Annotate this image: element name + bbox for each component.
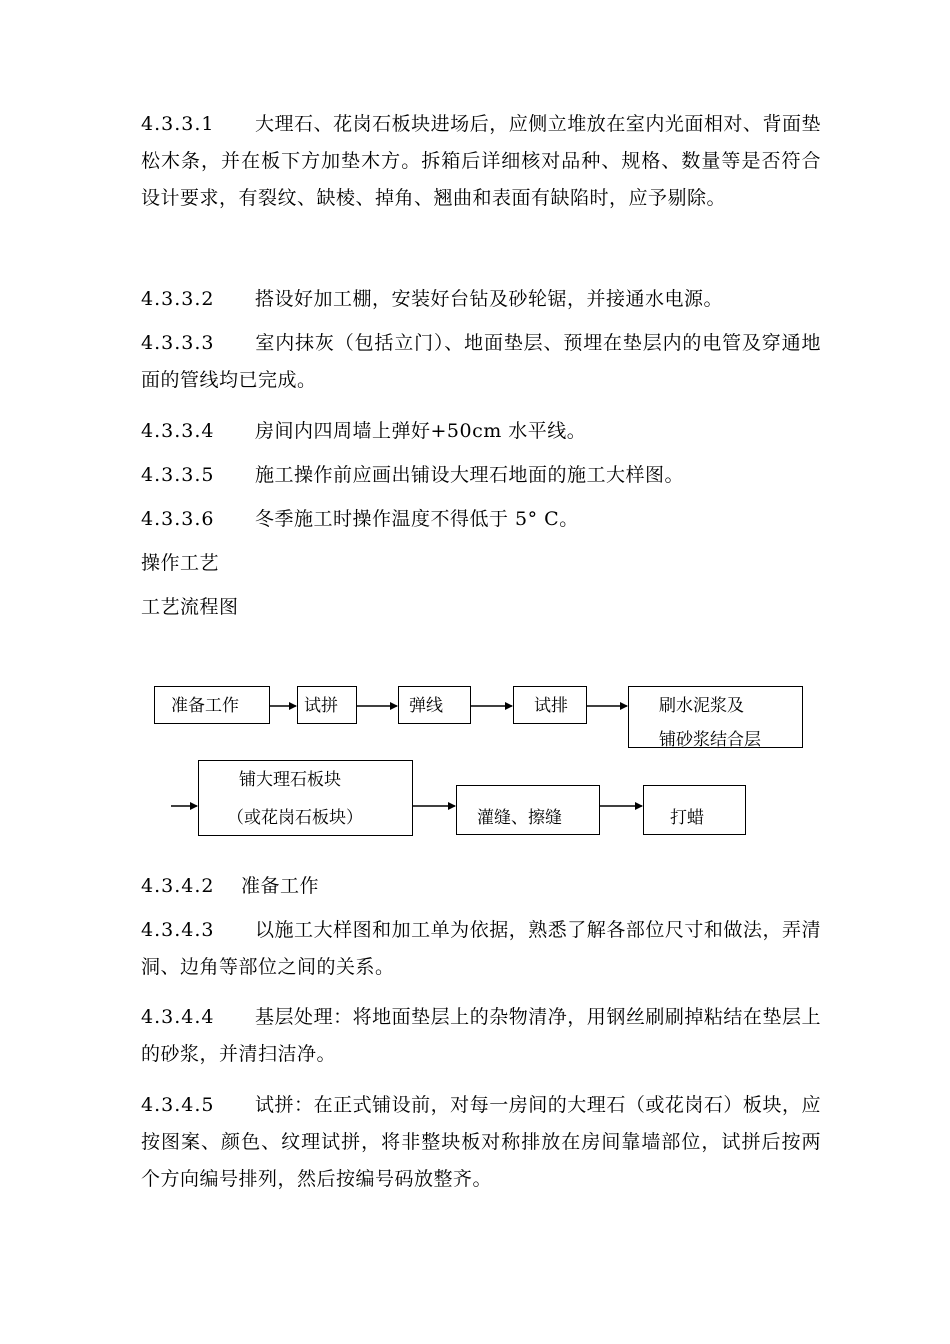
- clause-number: 4.3.4.3: [141, 919, 215, 941]
- clause-text: 准备工作: [241, 875, 320, 897]
- clause-text: 搭设好加工棚，安装好台钻及砂轮锯，并接通水电源。: [255, 288, 724, 310]
- clause-4-3-4-3: [141, 912, 821, 986]
- clause-4-3-4-2: [141, 868, 821, 905]
- clause-text: 大理石、花岗石板块进场后，应侧立堆放在室内光面相对、背面垫松木条，并在板下方加垫木方。拆箱后详细核对品种、规格、数量等是否符合设计要求，有裂纹、缺棱、掉角、翘曲和表面有缺陷时，应予剔除。: [141, 113, 821, 209]
- clause-4-3-4-4: [141, 999, 821, 1073]
- clause-number: 4.3.3.4: [141, 420, 215, 442]
- clause-number: 4.3.4.4: [141, 1006, 215, 1028]
- flow-step-cement-mortar: 刷水泥浆及 铺砂浆结合层: [628, 686, 803, 748]
- clause-number: 4.3.3.2: [141, 288, 215, 310]
- clause-number: 4.3.3.3: [141, 332, 215, 354]
- clause-number: 4.3.3.5: [141, 464, 215, 486]
- clause-text: 室内抹灰（包括立门）、地面垫层、预埋在垫层内的电管及穿通地面的管线均已完成。: [141, 332, 821, 391]
- clause-4-3-4-5: [141, 1087, 821, 1198]
- clause-number: 4.3.4.5: [141, 1094, 215, 1116]
- flow-step-lay-marble: 铺大理石板块 （或花岗石板块）: [198, 760, 413, 836]
- flow-step-trial-arrange: 试排: [513, 686, 587, 724]
- clause-text: 施工操作前应画出铺设大理石地面的施工大样图。: [255, 464, 685, 486]
- clause-number: 4.3.3.6: [141, 508, 215, 530]
- flow-step-prepare: 准备工作: [154, 686, 270, 724]
- heading-flowchart: 工艺流程图: [141, 596, 239, 618]
- clause-number: 4.3.3.1: [141, 113, 215, 135]
- flow-step-wax: 打蜡: [643, 785, 746, 835]
- heading-operation: 操作工艺: [141, 552, 220, 574]
- flow-step-grout: 灌缝、擦缝: [456, 785, 600, 835]
- clause-text: 试拼：在正式铺设前，对每一房间的大理石（或花岗石）板块，应按图案、颜色、纹理试拼，将非整块板对称排放在房间靠墙部位，试拼后按两个方向编号排列，然后按编号码放整齐。: [141, 1094, 821, 1190]
- clause-text: 基层处理：将地面垫层上的杂物清净，用钢丝刷刷掉粘结在垫层上的砂浆，并清扫洁净。: [141, 1006, 821, 1065]
- clause-number: 4.3.4.2: [141, 875, 215, 897]
- clause-text: 房间内四周墙上弹好+50cm 水平线。: [255, 420, 587, 442]
- flow-step-trial-fit: 试拼: [297, 686, 357, 724]
- clause-text: 冬季施工时操作温度不得低于 5° C。: [255, 508, 579, 530]
- flow-step-snap-line: 弹线: [398, 686, 471, 724]
- clause-text: 以施工大样图和加工单为依据，熟悉了解各部位尺寸和做法，弄清洞、边角等部位之间的关系。: [141, 919, 821, 978]
